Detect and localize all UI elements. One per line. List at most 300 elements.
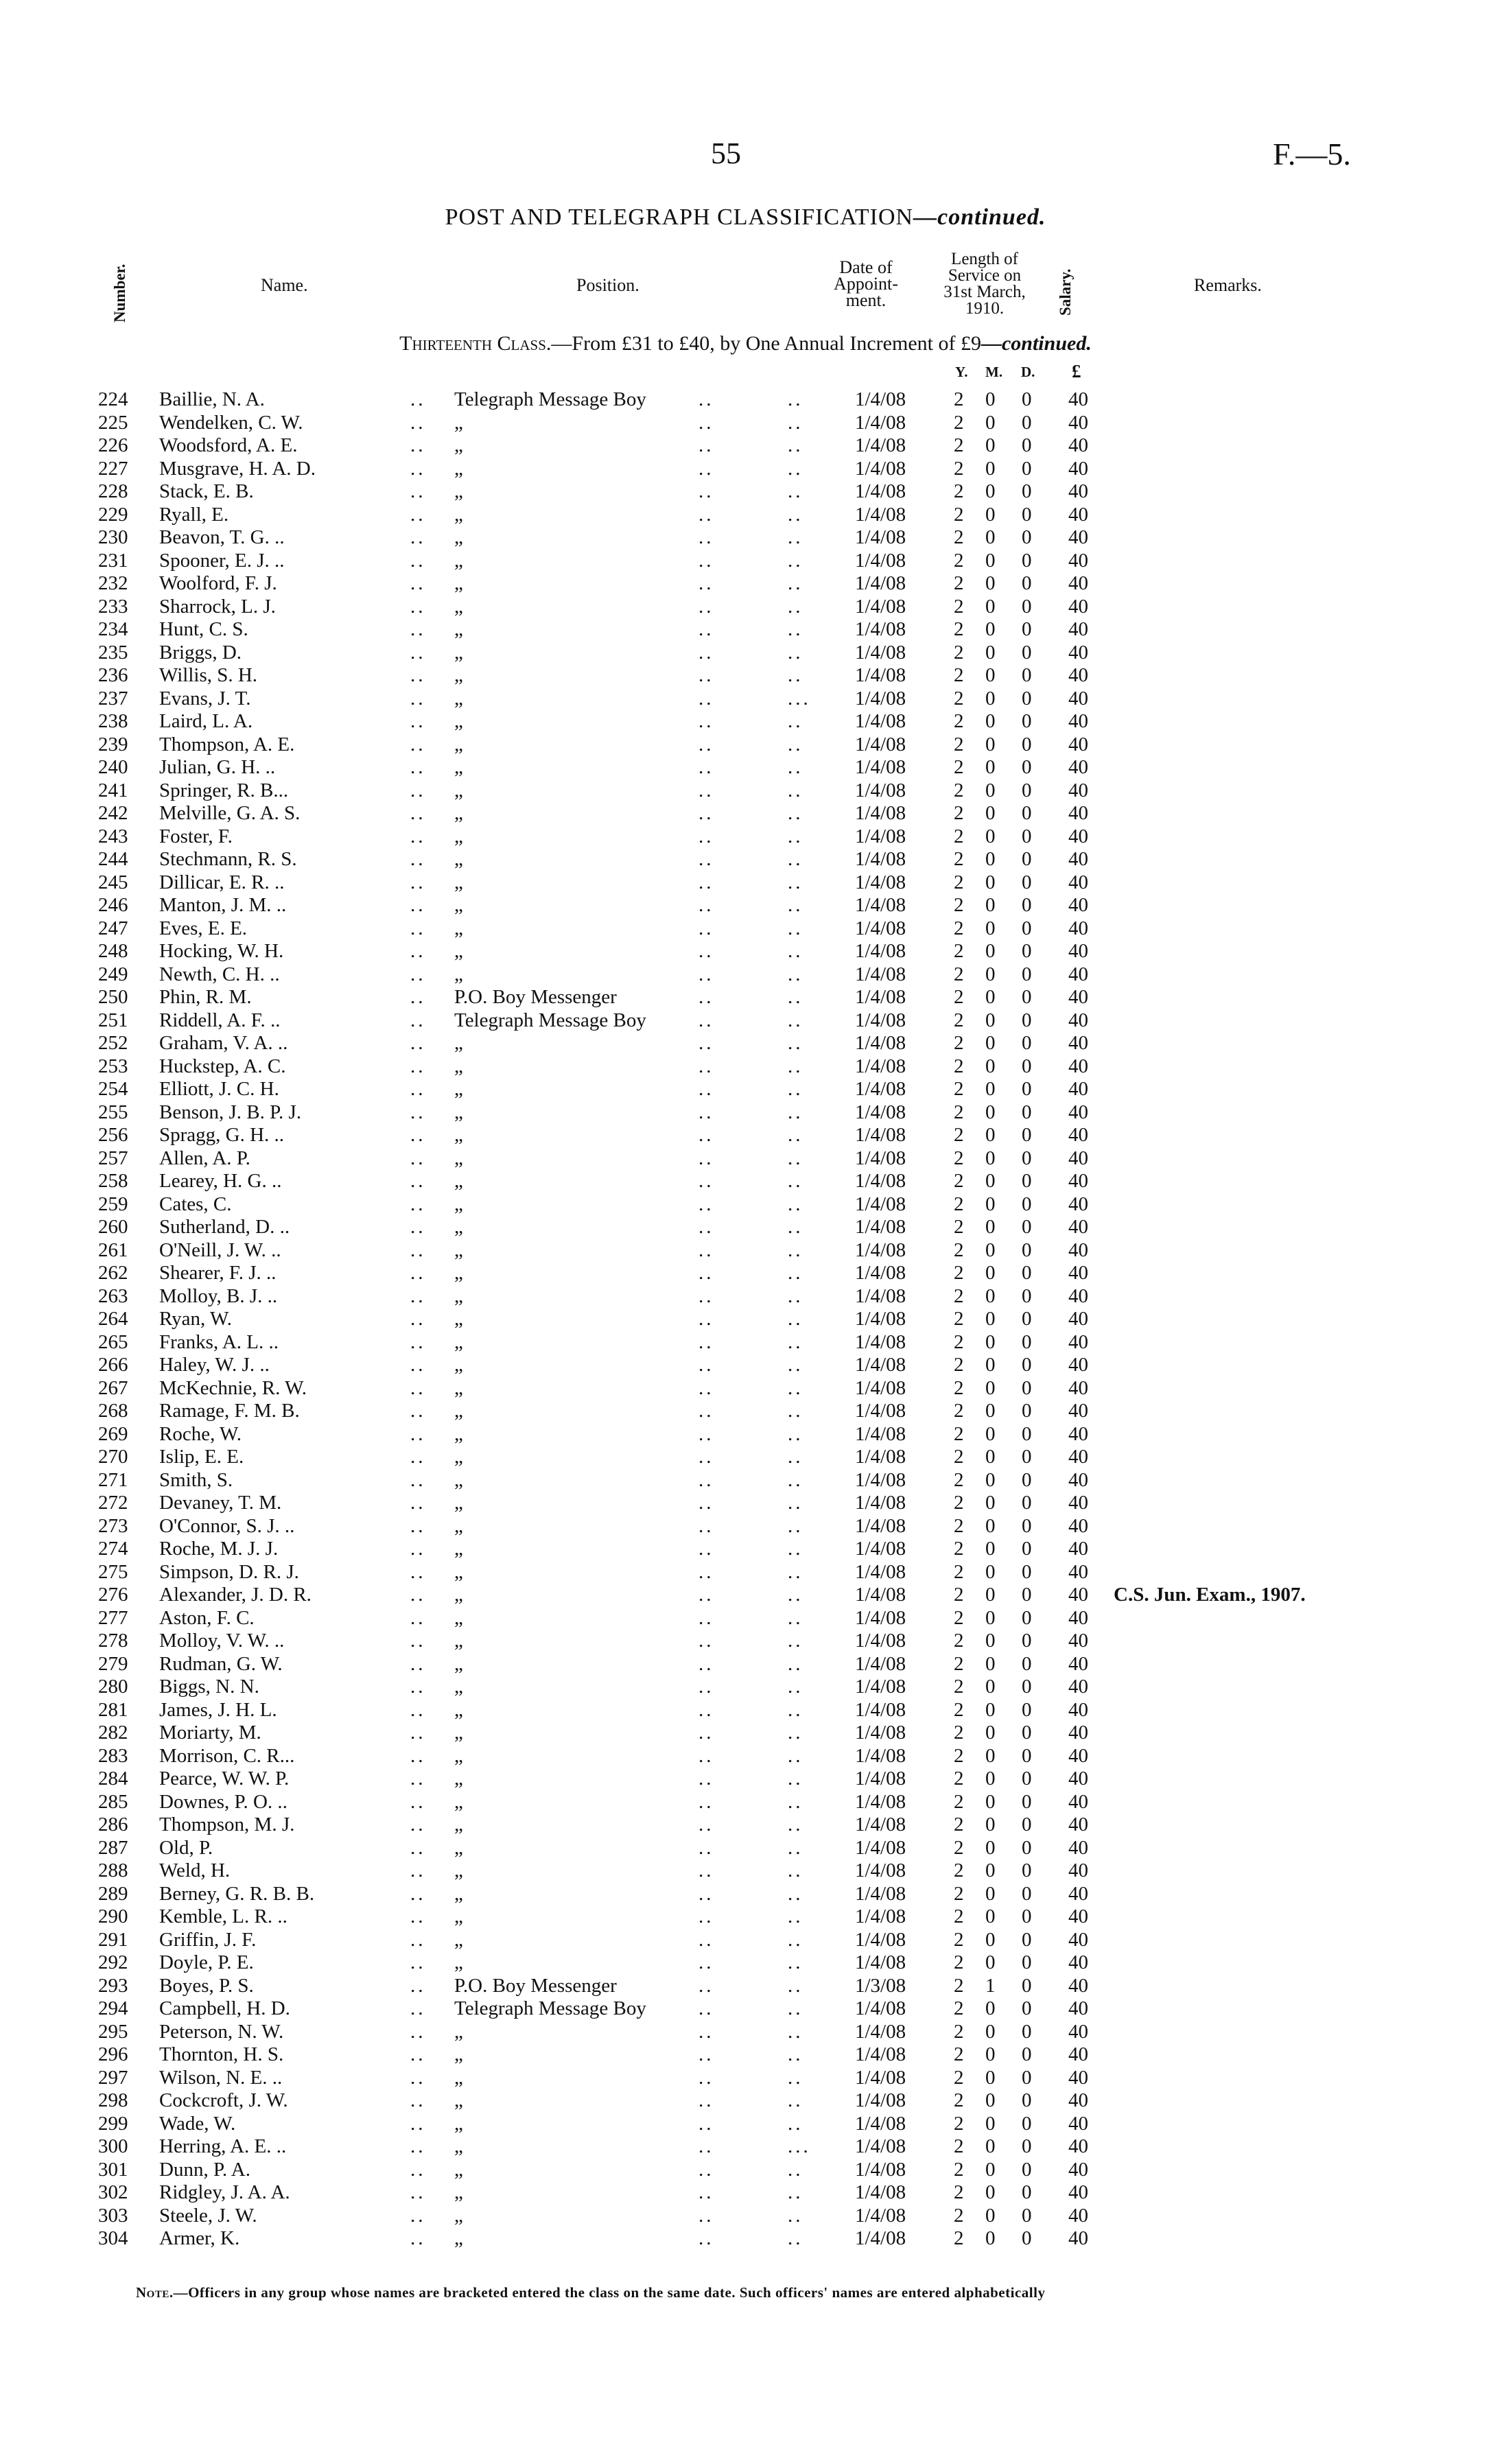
table-row	[0, 1768, 1491, 1791]
row-number: 247	[98, 917, 128, 939]
table-row	[0, 825, 1491, 849]
table-row	[0, 1791, 1491, 1814]
row-service-years: 2	[954, 1170, 964, 1192]
row-salary: 40	[1068, 687, 1088, 709]
row-position: „	[454, 1055, 463, 1077]
row-service-months: 0	[985, 756, 996, 778]
row-service-days: 0	[1022, 595, 1032, 618]
row-name: Devaney, T. M.	[159, 1492, 282, 1514]
row-number: 272	[98, 1492, 128, 1514]
row-service-days: 0	[1022, 2112, 1032, 2135]
row-service-months: 0	[985, 1400, 996, 1422]
row-leader-dots: ..	[698, 1676, 714, 1698]
row-number: 237	[98, 687, 128, 709]
row-position: „	[454, 434, 463, 456]
row-service-years: 2	[954, 2043, 964, 2065]
table-row	[0, 1492, 1491, 1515]
row-service-days: 0	[1022, 1722, 1032, 1744]
row-leader-dots: ..	[698, 1284, 714, 1307]
row-number: 253	[98, 1055, 128, 1077]
row-remarks: C.S. Jun. Exam., 1907.	[1114, 1584, 1306, 1606]
row-appointment-date: 1/4/08	[855, 1560, 906, 1583]
row-appointment-date: 1/4/08	[855, 687, 906, 709]
row-position: „	[454, 1170, 463, 1192]
row-leader-dots: ..	[788, 549, 803, 572]
row-leader-dots: ..	[410, 2066, 426, 2089]
row-service-years: 2	[954, 1055, 964, 1077]
table-row	[0, 1009, 1491, 1033]
row-service-months: 0	[985, 1239, 996, 1261]
row-leader-dots: ..	[410, 1928, 426, 1951]
row-service-days: 0	[1022, 2020, 1032, 2043]
row-leader-dots: ..	[410, 1468, 426, 1491]
row-service-days: 0	[1022, 1790, 1032, 1813]
row-service-years: 2	[954, 1446, 964, 1468]
date-header-line-2: Appoint-	[834, 274, 898, 294]
row-leader-dots: ..	[788, 1606, 803, 1629]
row-position: „	[454, 2181, 463, 2203]
row-number: 291	[98, 1928, 128, 1951]
row-appointment-date: 1/4/08	[855, 1814, 906, 1835]
row-number: 243	[98, 825, 128, 847]
row-service-years: 2	[954, 411, 964, 434]
row-appointment-date: 1/4/08	[855, 1630, 906, 1652]
row-salary: 40	[1068, 1836, 1088, 1859]
table-row	[0, 526, 1491, 550]
row-leader-dots: ..	[410, 1262, 426, 1284]
row-service-days: 0	[1022, 1354, 1032, 1376]
table-row	[0, 963, 1491, 987]
row-position: „	[454, 457, 463, 480]
row-service-days: 0	[1022, 1814, 1032, 1835]
row-position: „	[454, 1951, 463, 1973]
row-service-years: 2	[954, 1422, 964, 1445]
row-position: „	[454, 1630, 463, 1652]
row-position: „	[454, 664, 463, 686]
row-leader-dots: ..	[788, 1974, 803, 1997]
row-salary: 40	[1068, 848, 1088, 870]
row-leader-dots: ..	[698, 1514, 714, 1537]
row-leader-dots: ..	[410, 1239, 426, 1261]
row-salary: 40	[1068, 1147, 1088, 1169]
row-position: „	[454, 1652, 463, 1675]
row-leader-dots: ..	[698, 526, 714, 548]
row-number: 297	[98, 2066, 128, 2089]
row-name: Old, P.	[159, 1836, 213, 1859]
row-name: Haley, W. J. ..	[159, 1354, 270, 1376]
row-service-years: 2	[954, 1560, 964, 1583]
row-name: McKechnie, R. W.	[159, 1376, 307, 1399]
row-leader-dots: ..	[788, 756, 803, 778]
row-leader-dots: ..	[410, 1308, 426, 1330]
row-leader-dots: ..	[788, 1652, 803, 1675]
row-leader-dots: ..	[410, 1859, 426, 1881]
row-name: Thompson, A. E.	[159, 733, 295, 755]
row-leader-dots: ..	[410, 1009, 426, 1031]
row-leader-dots: ..	[698, 1422, 714, 1445]
row-service-days: 0	[1022, 1652, 1032, 1675]
row-salary: 40	[1068, 2158, 1088, 2181]
service-header-line-2: Service on	[948, 266, 1022, 285]
row-leader-dots: ..	[788, 1124, 803, 1146]
row-position: „	[454, 871, 463, 893]
row-leader-dots: ..	[698, 1744, 714, 1767]
row-appointment-date: 1/4/08	[855, 1492, 906, 1514]
row-service-months: 0	[985, 1676, 996, 1698]
table-row	[0, 1905, 1491, 1929]
row-appointment-date: 1/4/08	[855, 1262, 906, 1284]
row-number: 277	[98, 1606, 128, 1629]
row-salary: 40	[1068, 1905, 1088, 1927]
row-service-years: 2	[954, 940, 964, 962]
row-position: „	[454, 1928, 463, 1951]
row-name: Downes, P. O. ..	[159, 1790, 287, 1813]
row-leader-dots: ..	[410, 2227, 426, 2249]
row-service-days: 0	[1022, 1538, 1032, 1560]
row-service-days: 0	[1022, 572, 1032, 594]
row-leader-dots: ..	[698, 1330, 714, 1353]
table-row	[0, 1584, 1491, 1607]
row-leader-dots: ..	[410, 1284, 426, 1307]
row-name: Ryall, E.	[159, 503, 229, 526]
row-service-days: 0	[1022, 1836, 1032, 1859]
row-number: 268	[98, 1400, 128, 1422]
row-name: Phin, R. M.	[159, 986, 252, 1008]
row-name: Laird, L. A.	[159, 710, 253, 732]
row-position: „	[454, 1239, 463, 1261]
row-service-days: 0	[1022, 1928, 1032, 1951]
table-row	[0, 710, 1491, 734]
row-service-years: 2	[954, 1698, 964, 1721]
row-leader-dots: ..	[698, 411, 714, 434]
row-number: 226	[98, 434, 128, 456]
row-leader-dots: ..	[698, 480, 714, 502]
row-leader-dots: ..	[788, 1468, 803, 1491]
row-appointment-date: 1/4/08	[855, 549, 906, 572]
row-leader-dots: ..	[410, 1905, 426, 1927]
row-appointment-date: 1/4/08	[855, 1124, 906, 1146]
row-leader-dots: ..	[410, 1814, 426, 1835]
row-appointment-date: 1/4/08	[855, 572, 906, 594]
row-salary: 40	[1068, 2227, 1088, 2249]
row-service-days: 0	[1022, 894, 1032, 916]
row-position: P.O. Boy Messenger	[454, 986, 617, 1008]
row-salary: 40	[1068, 1262, 1088, 1284]
row-service-months: 0	[985, 1422, 996, 1445]
row-leader-dots: ..	[788, 825, 803, 847]
row-appointment-date: 1/4/08	[855, 2158, 906, 2181]
row-salary: 40	[1068, 1698, 1088, 1721]
row-leader-dots: ..	[410, 1193, 426, 1215]
row-leader-dots: ..	[698, 1032, 714, 1054]
row-appointment-date: 1/4/08	[855, 1101, 906, 1123]
row-position: „	[454, 1676, 463, 1698]
row-leader-dots: ..	[698, 940, 714, 962]
row-service-days: 0	[1022, 503, 1032, 526]
row-salary: 40	[1068, 526, 1088, 548]
row-service-months: 0	[985, 1492, 996, 1514]
years-unit: Y.	[955, 364, 968, 380]
row-leader-dots: ..	[788, 572, 803, 594]
row-appointment-date: 1/4/08	[855, 1859, 906, 1881]
row-leader-dots: ..	[410, 1652, 426, 1675]
table-row	[0, 1354, 1491, 1377]
row-leader-dots: ..	[698, 595, 714, 618]
row-service-months: 0	[985, 1836, 996, 1859]
row-service-months: 0	[985, 1768, 996, 1790]
row-service-months: 1	[985, 1974, 996, 1997]
row-salary: 40	[1068, 1078, 1088, 1100]
row-service-days: 0	[1022, 779, 1032, 801]
row-leader-dots: ..	[698, 2112, 714, 2135]
row-service-months: 0	[985, 1882, 996, 1905]
row-position: „	[454, 1400, 463, 1422]
row-salary: 40	[1068, 641, 1088, 664]
row-service-years: 2	[954, 1722, 964, 1744]
date-header-line-3: ment.	[845, 290, 887, 310]
row-leader-dots: ..	[698, 1009, 714, 1031]
row-leader-dots: ..	[410, 733, 426, 755]
row-service-years: 2	[954, 2135, 964, 2157]
row-number: 264	[98, 1308, 128, 1330]
row-number: 231	[98, 549, 128, 572]
row-appointment-date: 1/4/08	[855, 1836, 906, 1859]
row-position: „	[454, 2227, 463, 2249]
row-leader-dots: ..	[410, 526, 426, 548]
page-title-suffix: —continued.	[913, 204, 1046, 230]
row-leader-dots: ..	[788, 2227, 803, 2249]
row-service-years: 2	[954, 2158, 964, 2181]
row-appointment-date: 1/4/08	[855, 1538, 906, 1560]
row-service-years: 2	[954, 1836, 964, 1859]
row-name: Pearce, W. W. P.	[159, 1768, 290, 1790]
row-salary: 40	[1068, 457, 1088, 480]
row-leader-dots: ..	[788, 595, 803, 618]
row-leader-dots: ..	[410, 641, 426, 664]
row-leader-dots: ..	[788, 1422, 803, 1445]
row-number: 275	[98, 1560, 128, 1583]
row-leader-dots: ..	[410, 1078, 426, 1100]
row-leader-dots: ..	[788, 1698, 803, 1721]
row-leader-dots: ..	[410, 1170, 426, 1192]
service-column-header	[926, 251, 1043, 317]
row-appointment-date: 1/4/08	[855, 1446, 906, 1468]
table-row	[0, 2205, 1491, 2228]
row-number: 281	[98, 1698, 128, 1721]
row-service-months: 0	[985, 457, 996, 480]
row-leader-dots: ..	[788, 526, 803, 548]
row-number: 240	[98, 756, 128, 778]
row-name: Hocking, W. H.	[159, 940, 284, 962]
row-position: „	[454, 2020, 463, 2043]
row-appointment-date: 1/4/08	[855, 1284, 906, 1307]
row-service-days: 0	[1022, 1284, 1032, 1307]
table-row	[0, 2159, 1491, 2182]
row-position: „	[454, 1284, 463, 1307]
row-leader-dots: ..	[698, 1882, 714, 1905]
table-row	[0, 1469, 1491, 1492]
row-service-days: 0	[1022, 2089, 1032, 2111]
table-row	[0, 1032, 1491, 1055]
row-appointment-date: 1/4/08	[855, 1009, 906, 1031]
row-name: Julian, G. H. ..	[159, 756, 276, 778]
row-service-days: 0	[1022, 1676, 1032, 1698]
table-row	[0, 1377, 1491, 1400]
row-number: 284	[98, 1768, 128, 1790]
row-service-days: 0	[1022, 1584, 1032, 1606]
row-service-years: 2	[954, 871, 964, 893]
row-number: 258	[98, 1170, 128, 1192]
row-leader-dots: ..	[698, 733, 714, 755]
row-salary: 40	[1068, 940, 1088, 962]
row-service-years: 2	[954, 1928, 964, 1951]
row-appointment-date: 1/4/08	[855, 2181, 906, 2203]
row-appointment-date: 1/4/08	[855, 1032, 906, 1054]
row-leader-dots: ..	[698, 1814, 714, 1835]
row-name: Evans, J. T.	[159, 687, 251, 709]
row-leader-dots: ..	[788, 434, 803, 456]
table-row	[0, 1147, 1491, 1171]
row-position: „	[454, 595, 463, 618]
row-position: „	[454, 779, 463, 801]
row-salary: 40	[1068, 2089, 1088, 2111]
row-number: 293	[98, 1974, 128, 1997]
row-leader-dots: ..	[788, 2112, 803, 2135]
row-leader-dots: ..	[788, 2043, 803, 2065]
row-service-days: 0	[1022, 641, 1032, 664]
date-column-header	[818, 259, 914, 309]
table-row	[0, 1101, 1491, 1125]
row-position: „	[454, 1882, 463, 1905]
row-appointment-date: 1/4/08	[855, 618, 906, 640]
row-number: 267	[98, 1376, 128, 1399]
row-name: O'Neill, J. W. ..	[159, 1239, 281, 1261]
row-service-years: 2	[954, 1951, 964, 1973]
row-number: 250	[98, 986, 128, 1008]
row-number: 261	[98, 1239, 128, 1261]
row-appointment-date: 1/4/08	[855, 1308, 906, 1330]
service-header-line-1: Length of	[951, 250, 1018, 268]
row-appointment-date: 1/4/08	[855, 2066, 906, 2089]
row-appointment-date: 1/4/08	[855, 825, 906, 847]
row-leader-dots: ..	[698, 1262, 714, 1284]
row-salary: 40	[1068, 2020, 1088, 2043]
row-service-months: 0	[985, 2204, 996, 2227]
row-leader-dots: ..	[698, 687, 714, 709]
row-service-days: 0	[1022, 549, 1032, 572]
row-service-months: 0	[985, 2158, 996, 2181]
row-leader-dots: ..	[698, 756, 714, 778]
row-service-days: 0	[1022, 802, 1032, 824]
row-salary: 40	[1068, 1284, 1088, 1307]
row-leader-dots: ..	[788, 2020, 803, 2043]
table-row	[0, 2067, 1491, 2090]
row-leader-dots: ..	[788, 1446, 803, 1468]
row-service-years: 2	[954, 1147, 964, 1169]
row-leader-dots: ..	[410, 2135, 426, 2157]
page-title-text: POST AND TELEGRAPH CLASSIFICATION	[445, 204, 914, 230]
table-row	[0, 2021, 1491, 2044]
row-service-months: 0	[985, 434, 996, 456]
row-position: „	[454, 1836, 463, 1859]
row-service-years: 2	[954, 641, 964, 664]
row-leader-dots: ..	[788, 618, 803, 640]
row-leader-dots: ..	[698, 2204, 714, 2227]
row-position: „	[454, 1376, 463, 1399]
row-position: „	[454, 2089, 463, 2111]
row-position: „	[454, 1538, 463, 1560]
row-number: 299	[98, 2112, 128, 2135]
row-service-days: 0	[1022, 1170, 1032, 1192]
row-service-days: 0	[1022, 940, 1032, 962]
row-service-days: 0	[1022, 1768, 1032, 1790]
table-row	[0, 1423, 1491, 1446]
row-service-days: 0	[1022, 710, 1032, 732]
row-leader-dots: ..	[698, 1905, 714, 1927]
table-row	[0, 1239, 1491, 1263]
row-service-years: 2	[954, 1193, 964, 1215]
row-service-days: 0	[1022, 963, 1032, 985]
row-service-days: 0	[1022, 1239, 1032, 1261]
row-leader-dots: ..	[698, 917, 714, 939]
row-name: Ramage, F. M. B.	[159, 1400, 300, 1422]
row-position: „	[454, 1446, 463, 1468]
days-unit: D.	[1021, 364, 1035, 380]
row-leader-dots: ..	[410, 1951, 426, 1973]
pound-unit: £	[1072, 361, 1081, 382]
row-leader-dots: ..	[410, 779, 426, 801]
row-position: „	[454, 1768, 463, 1790]
row-service-months: 0	[985, 641, 996, 664]
row-service-months: 0	[985, 1376, 996, 1399]
row-service-years: 2	[954, 572, 964, 594]
row-leader-dots: ..	[698, 1193, 714, 1215]
row-leader-dots: ..	[698, 2181, 714, 2203]
row-service-months: 0	[985, 1124, 996, 1146]
row-leader-dots: ..	[410, 756, 426, 778]
row-number: 234	[98, 618, 128, 640]
row-position: „	[454, 825, 463, 847]
row-appointment-date: 1/4/08	[855, 986, 906, 1008]
row-service-months: 0	[985, 664, 996, 686]
row-name: Armer, K.	[159, 2227, 240, 2249]
row-name: Wade, W.	[159, 2112, 236, 2135]
row-position: „	[454, 848, 463, 870]
row-name: O'Connor, S. J. ..	[159, 1514, 295, 1537]
row-leader-dots: ..	[698, 1836, 714, 1859]
row-service-years: 2	[954, 1882, 964, 1905]
row-position: „	[454, 756, 463, 778]
row-salary: 40	[1068, 388, 1088, 410]
row-service-months: 0	[985, 894, 996, 916]
row-position: „	[454, 1722, 463, 1744]
table-row	[0, 1997, 1491, 2021]
row-appointment-date: 1/4/08	[855, 2204, 906, 2227]
row-leader-dots: ..	[698, 1584, 714, 1606]
row-name: Dunn, P. A.	[159, 2158, 250, 2181]
row-appointment-date: 1/4/08	[855, 963, 906, 985]
row-service-years: 2	[954, 2181, 964, 2203]
row-leader-dots: ..	[410, 572, 426, 594]
row-leader-dots: ..	[788, 2089, 803, 2111]
row-number: 249	[98, 963, 128, 985]
row-service-months: 0	[985, 2112, 996, 2135]
row-appointment-date: 1/4/08	[855, 733, 906, 755]
table-row	[0, 986, 1491, 1009]
row-salary: 40	[1068, 1124, 1088, 1146]
row-position: „	[454, 2066, 463, 2089]
row-number: 229	[98, 503, 128, 526]
